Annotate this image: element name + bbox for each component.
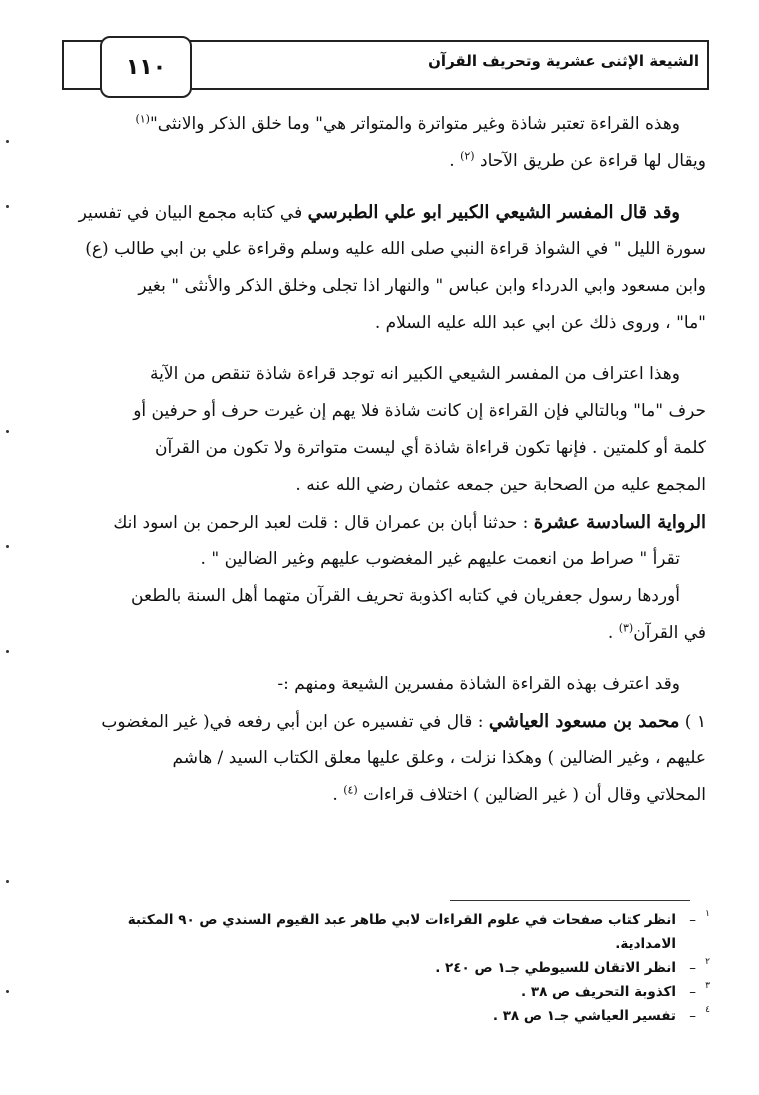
scan-mark [6, 990, 9, 993]
footnote-ref[interactable]: (١) [135, 112, 150, 126]
text-line: وهذا اعتراف من المفسر الشيعي الكبير انه توجد قراءة شاذة تنقص من الآية [150, 364, 680, 384]
author-name: محمد بن مسعود العياشي [488, 711, 680, 732]
page-header [62, 40, 709, 90]
text-line: وابن مسعود وابي الدرداء وابن عباس " والنهار اذا تجلى وخلق الذكر والأنثى " بغير [138, 276, 706, 296]
page-number: ١١٠ [100, 36, 192, 98]
text-line: حرف "ما" وبالتالي فإن القراءة إن كانت شاذة فلا يهم إن غيرت حرف أو حرفين أو [133, 401, 706, 421]
footnote-divider [450, 900, 690, 901]
footnote-item: ١ – انظر كتاب صفحات في علوم القراءات لابي طاهر عبد القيوم السندي ص ٩٠ المكتبة الامدادية. [127, 909, 710, 952]
main-text [64, 106, 706, 814]
text-line: وقد قال المفسر الشيعي الكبير ابو علي الطبرسي في كتابه مجمع البيان في تفسير [78, 202, 680, 223]
footnotes [100, 908, 710, 1028]
scan-mark [6, 545, 9, 548]
text-line: سورة الليل " في الشواذ قراءة النبي صلى الله عليه وسلم وقراءة علي بن ابي طالب (ع) [85, 239, 706, 259]
text-line: المحلاتي وقال أن ( غير الضالين ) اختلاف قراءات $^{(٤)}$ . [332, 783, 706, 805]
narration-heading: الرواية السادسة عشرة [533, 512, 706, 533]
text-line: عليهم ، وغير الضالين ) وهكذا نزلت ، وعلق عليها معلق الكتاب السيد / هاشم [172, 748, 706, 768]
text-line: أوردها رسول جعفريان في كتابه اكذوبة تحريف القرآن متهما أهل السنة بالطعن [131, 586, 680, 606]
text-line: كلمة أو كلمتين . فإنها تكون قراءاة شاذة أي ليست متواترة ولا تكون من القرآن [155, 438, 706, 458]
footnote-ref[interactable]: (٢) [460, 149, 475, 163]
text-line: تقرأ " صراط من انعمت عليهم غير المغضوب عليهم وغير الضالين " . [200, 549, 680, 569]
text-line: "ما" ، وروى ذلك عن ابي عبد الله عليه السلام . [374, 313, 706, 333]
footnote-item: ٤ – تفسير العياشي جـ١ ص ٣٨ . [492, 1005, 710, 1024]
footnote-item: ٢ – انظر الاتقان للسيوطي جـ١ ص ٢٤٠ . [435, 957, 710, 976]
text-line: ١ ) محمد بن مسعود العياشي : قال في تفسيره عن ابن أبي رفعه في( غير المغضوب [101, 711, 706, 732]
text-line: المجمع عليه من الصحابة حين جمعه عثمان رضي الله عنه . [295, 475, 706, 495]
text-line: في القرآن$^{(٣)}$ . [607, 621, 706, 643]
scan-mark [6, 650, 9, 653]
scan-mark [6, 140, 9, 143]
scan-mark [6, 430, 9, 433]
text-line: الرواية السادسة عشرة : حدثنا أبان بن عمران قال : قلت لعبد الرحمن بن اسود انك [113, 512, 706, 533]
author-name: وقد قال المفسر الشيعي الكبير ابو علي الطبرسي [307, 202, 680, 223]
footnote-ref[interactable]: (٤) [343, 783, 358, 797]
footnote-item: ٣ – اكذوبة التحريف ص ٣٨ . [521, 981, 710, 1000]
running-title: الشيعة الإثنى عشرية وتحريف القرآن [428, 52, 699, 70]
text-line: وهذه القراءة تعتبر شاذة وغير متواترة والمتواتر هي" وما خلق الذكر والانثى"$^{(١)}$ [135, 112, 680, 134]
scan-mark [6, 205, 9, 208]
text-line: ويقال لها قراءة عن طريق الآحاد $^{(٢)}$ . [449, 149, 706, 171]
text-line: وقد اعترف بهذه القراءة الشاذة مفسرين الشيعة ومنهم :- [277, 674, 680, 694]
scan-mark [6, 880, 9, 883]
footnote-ref[interactable]: (٣) [618, 621, 634, 635]
